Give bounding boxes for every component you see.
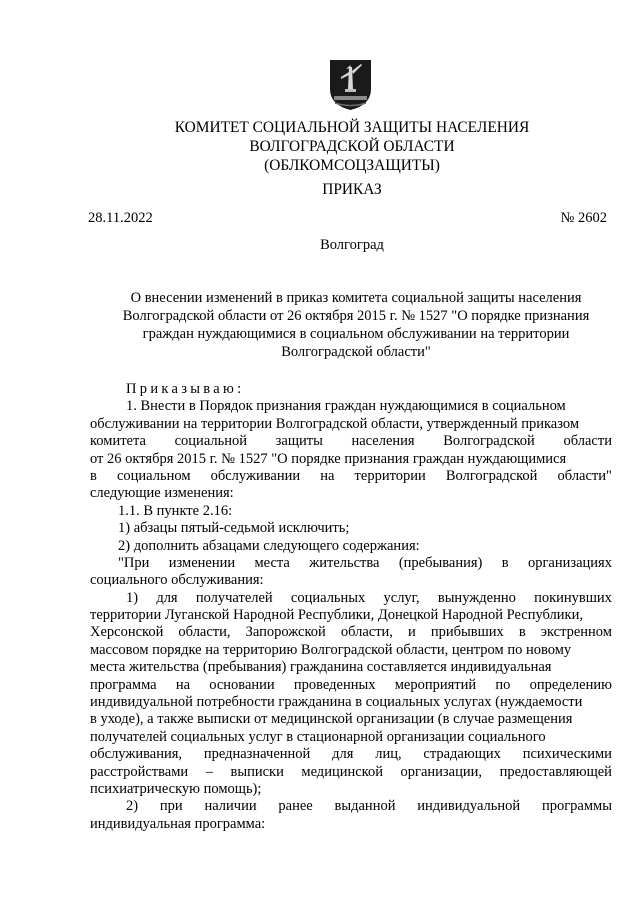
volgograd-coat-of-arms-icon	[329, 59, 372, 111]
word: территории	[354, 467, 426, 484]
subject-line: Волгоградской области от 26 октября 2015 г. № 1527 "О порядке признания	[122, 308, 590, 324]
word: Волгоградской	[443, 433, 535, 450]
body-line: индивидуальной потребности гражданина в социальных услугах (нуждаемости	[90, 694, 583, 711]
header-region: ВОЛГОГРАДСКОЙ ОБЛАСТИ	[249, 138, 455, 155]
document-subject	[90, 289, 622, 361]
word: наличии	[204, 798, 257, 815]
word: области,	[340, 624, 393, 641]
word: 2)	[126, 798, 139, 815]
body-line: в уходе), а также выписки от медицинской организации (в случае размещения	[90, 711, 573, 728]
body-line: массовом порядке на территорию Волгоградской области, центром по новому	[90, 641, 572, 658]
body-line: места жительства (пребывания) гражданина составляется индивидуальная	[90, 659, 552, 676]
word: области"	[557, 467, 612, 484]
word: Запорожской	[245, 624, 326, 641]
word: покинувших	[534, 589, 612, 606]
word: –	[205, 763, 213, 780]
word: (пребывания)	[398, 554, 483, 571]
word: в	[90, 467, 97, 484]
word: выданной	[334, 798, 396, 815]
body-line-justified	[90, 590, 612, 607]
word: индивидуальной	[417, 798, 521, 815]
document-date: 28.11.2022	[88, 210, 153, 226]
word: социальной	[174, 433, 247, 450]
word: для	[332, 746, 354, 763]
word: при	[159, 798, 183, 815]
body-line: территории Луганской Народной Республики, Донецкой Народной Республики,	[90, 607, 583, 624]
header-org-name: КОМИТЕТ СОЦИАЛЬНОЙ ЗАЩИТЫ НАСЕЛЕНИЯ	[174, 119, 530, 136]
word: программы	[541, 798, 612, 815]
word: по	[495, 676, 511, 693]
word: 1)	[126, 589, 139, 606]
body-line: социального обслуживания:	[90, 572, 264, 589]
word: области,	[178, 624, 231, 641]
body-line-justified	[90, 677, 612, 694]
header-abbrev: (ОБЛКОМСОЦЗАЩИТЫ)	[264, 157, 440, 174]
body-line: получателей социальных услуг в стационарной организации социального	[90, 728, 546, 745]
word: в	[501, 554, 509, 571]
word: социальных	[290, 589, 366, 606]
document-type: ПРИКАЗ	[322, 181, 382, 198]
word: лиц,	[375, 746, 402, 763]
word: вынужденно	[437, 589, 516, 606]
body-line-justified	[90, 798, 612, 815]
body-line-justified	[90, 624, 612, 641]
document-city: Волгоград	[320, 237, 384, 253]
word: медицинской	[301, 763, 383, 780]
word: на	[320, 467, 335, 484]
word: организации,	[400, 763, 483, 780]
body-line: психиатрическую помощь);	[90, 780, 262, 797]
body-line: 1. Внести в Порядок признания граждан нуждающимися в социальном	[126, 398, 566, 415]
body-line: обслуживании на территории Волгоградской области, утвержденный приказом	[90, 415, 580, 432]
subject-line: О внесении изменений в приказ комитета социальной защиты населения	[130, 290, 582, 306]
word: основании	[209, 676, 275, 693]
body-line-justified	[90, 764, 612, 781]
word: страдающих	[423, 746, 501, 763]
word: получателей	[195, 589, 273, 606]
word: расстройствами	[90, 763, 189, 780]
document-body	[90, 381, 612, 833]
body-line: 1) абзацы пятый-седьмой исключить;	[118, 520, 350, 537]
word: услуг,	[383, 589, 420, 606]
word: прибывших	[430, 624, 504, 641]
word: изменении	[168, 554, 236, 571]
word: ранее	[278, 798, 313, 815]
document-number: № 2602	[560, 210, 607, 226]
word: социальном	[116, 467, 191, 484]
word: предоставляющей	[499, 763, 612, 780]
subject-line: Волгоградской области"	[281, 344, 431, 360]
word: Волгоградской	[445, 467, 538, 484]
word: населения	[351, 433, 415, 450]
word: на	[175, 676, 191, 693]
word: места	[254, 554, 290, 571]
body-line-justified	[90, 746, 612, 763]
word: области	[563, 433, 612, 450]
word: психическими	[522, 746, 612, 763]
prikazyvayu-heading: Приказываю:	[126, 381, 245, 397]
word: комитета	[90, 433, 146, 450]
word: экстренном	[540, 624, 612, 641]
word: "При	[118, 554, 150, 571]
body-line: следующие изменения:	[90, 485, 234, 502]
body-line-justified	[90, 555, 612, 572]
word: жительства	[309, 554, 380, 571]
word: защиты	[275, 433, 323, 450]
body-line: 1.1. В пункте 2.16:	[118, 502, 233, 519]
body-line: от 26 октября 2015 г. № 1527 "О порядке признания граждан нуждающимися	[90, 450, 567, 467]
word: предназначенной	[203, 746, 311, 763]
word: программа	[90, 676, 157, 693]
word: определению	[529, 676, 612, 693]
word: обслуживания,	[90, 746, 183, 763]
word: проведенных	[293, 676, 376, 693]
subject-line: граждан нуждающимися в социальном обслуживании на территории	[142, 326, 570, 342]
body-line-justified	[90, 468, 612, 485]
body-line: индивидуальная программа:	[90, 815, 266, 832]
body-line: 2) дополнить абзацами следующего содержания:	[118, 537, 420, 554]
word: обслуживании	[210, 467, 301, 484]
word: организациях	[527, 554, 612, 571]
word: выписки	[230, 763, 284, 780]
word: для	[156, 589, 178, 606]
word: в	[518, 624, 526, 641]
word: Херсонской	[90, 624, 164, 641]
body-line-justified	[90, 433, 612, 450]
word: и	[408, 624, 416, 641]
word: мероприятий	[394, 676, 477, 693]
